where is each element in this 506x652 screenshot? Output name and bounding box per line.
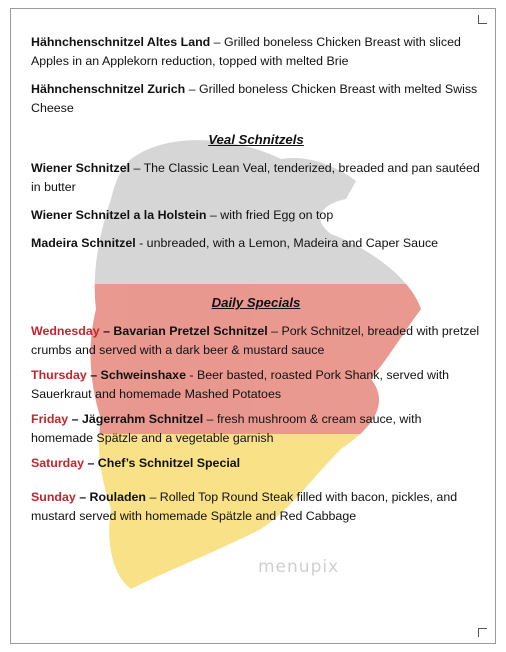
dish-description: – Grilled boneless Chicken Breast with melted Swiss Cheese (31, 82, 478, 115)
dish-description: - Beer basted, roasted Pork Shank, served with Sauerkraut and homemade Mashed Potatoes (31, 368, 450, 401)
dish-description: – Grilled boneless Chicken Breast with sliced Apples in an Applekorn reduction, topped with melted Brie (31, 35, 461, 68)
dish-description: – Rolled Top Round Steak filled with bacon, pickles, and mustard served with homemade Spätzle and Red Cabbage (31, 490, 458, 523)
dish-name: Hähnchenschnitzel Zurich (31, 82, 186, 96)
menu-item (31, 33, 481, 71)
section-heading-daily-specials: Daily Specials (211, 295, 301, 310)
dish-name: Wiener Schnitzel a la Holstein (31, 208, 207, 222)
special-item (31, 488, 481, 526)
dish-name: Hähnchenschnitzel Altes Land (31, 35, 211, 49)
section-heading-veal: Veal Schnitzels (208, 132, 304, 147)
dish-name: – Chef’s Schnitzel Special (84, 456, 241, 470)
menu-item (31, 206, 481, 225)
menupix-watermark: menupix (258, 557, 340, 577)
dish-name: Wiener Schnitzel (31, 161, 131, 175)
special-day: Friday (31, 412, 69, 426)
dish-description: – The Classic Lean Veal, tenderized, breaded and pan sautéed in butter (31, 161, 480, 194)
dish-name: – Rouladen (75, 490, 146, 504)
menu-item (31, 234, 481, 253)
dish-description: – fresh mushroom & cream sauce, with homemade Spätzle and a vegetable garnish (31, 412, 422, 445)
special-day: Wednesday (31, 324, 100, 338)
special-item (31, 410, 481, 448)
menu-page (10, 8, 496, 644)
menu-item (31, 80, 481, 118)
special-item (31, 454, 481, 473)
menu-item (31, 159, 481, 197)
special-day: Sunday (31, 490, 76, 504)
corner-mark-top-right (478, 15, 487, 24)
dish-name: Madeira Schnitzel (31, 236, 136, 250)
corner-mark-bottom-right (478, 628, 487, 637)
dish-description: – Pork Schnitzel, breaded with pretzel crumbs and served with a dark beer & mustard sauce (31, 324, 480, 357)
special-item (31, 322, 481, 360)
dish-name: – Jägerrahm Schnitzel (68, 412, 204, 426)
dish-description: - unbreaded, with a Lemon, Madeira and Caper Sauce (135, 236, 439, 250)
dish-description: – with fried Egg on top (206, 208, 334, 222)
dish-name: – Schweinshaxe (86, 368, 186, 382)
special-item (31, 366, 481, 404)
special-day: Saturday (31, 456, 85, 470)
dish-name: – Bavarian Pretzel Schnitzel (99, 324, 268, 338)
menu-content (31, 33, 481, 535)
special-day: Thursday (31, 368, 87, 382)
